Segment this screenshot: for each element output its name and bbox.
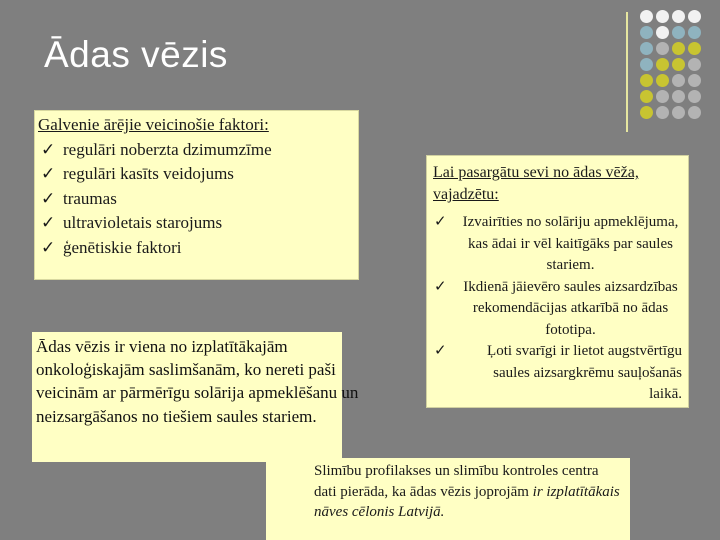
factors-heading: Galvenie ārējie veicinošie faktori: [38,115,269,134]
prevention-list [433,212,682,406]
decor-dot [688,42,701,55]
slide-title: Ādas vēzis [44,34,228,75]
checkmark-icon: ✓ [41,237,56,257]
decor-dot [672,42,685,55]
prevention-text: Izvairīties no solāriju apmeklējuma, kas ādai ir vēl kaitīgāks par saules stariem. [462,214,679,273]
checkmark-icon: ✓ [434,343,447,359]
decor-dot [656,10,669,23]
checkmark-icon: ✓ [41,139,56,159]
incidence-text: Ādas vēzis ir viena no izplatītākajām onkoloģiskajām saslimšanām, ko nereti paši veicinām ar pārmērīgu solārija apmeklēšanu un neizsargāšanos no tiešiem saules stariem. [36,337,359,426]
decor-dot [640,90,653,103]
decor-dot [688,106,701,119]
prevention-box [426,155,689,408]
decor-dot [656,58,669,71]
decor-dot [640,106,653,119]
decor-dot [640,58,653,71]
factor-text: ultravioletais starojums [63,213,223,232]
list-item [38,236,355,261]
list-item [433,212,682,277]
decor-dot [688,90,701,103]
prevention-heading: Lai pasargātu sevi no ādas vēža, vajadzētu: [433,164,639,203]
decor-dot [640,10,653,23]
decor-dot [688,58,701,71]
prevention-text: Ļoti svarīgi ir lietot augstvērtīgu saules aizsargkrēmu sauļošanās laikā. [487,343,682,402]
decor-dot [672,10,685,23]
factor-text: regulāri kasīts veidojums [63,164,234,183]
decor-dot [688,74,701,87]
factors-list [38,138,355,261]
decor-dot [688,26,701,39]
checkmark-icon: ✓ [41,188,56,208]
decor-dot [688,10,701,23]
incidence-box [36,335,366,465]
checkmark-icon: ✓ [41,164,56,183]
list-item [38,138,355,163]
decor-dot [656,42,669,55]
decorative-dots-icon [640,10,720,130]
list-item [433,277,682,342]
factor-text: ģenētiskie faktori [63,237,182,257]
decor-dot [672,74,685,87]
factor-text: regulāri noberzta dzimumzīme [63,139,272,159]
decor-dot [640,26,653,39]
decor-dot [672,26,685,39]
checkmark-icon: ✓ [434,214,447,230]
checkmark-icon: ✓ [41,213,56,232]
decor-dot [672,58,685,71]
source-italic-text: ir izplatītākais nāves cēlonis Latvijā. [314,483,620,520]
list-item [38,187,355,212]
source-box [266,458,630,540]
checkmark-icon: ✓ [434,278,447,295]
decor-dot [656,90,669,103]
decor-dot [656,74,669,87]
list-item [38,162,355,187]
decor-dot [656,106,669,119]
decor-dot [656,26,669,39]
decor-dot [672,90,685,103]
source-text: Slimību profilakses un slimību kontroles centra dati pierāda, ka ādas vēzis joprojām [314,463,599,500]
factors-box [34,110,359,280]
prevention-text: Ikdienā jāievēro saules aizsardzības rekomendācijas atkarībā no ādas fototipa. [463,278,678,338]
decor-dot [640,74,653,87]
list-item [433,341,682,406]
decor-dot [640,42,653,55]
list-item [38,211,355,236]
accent-divider-line [626,12,628,132]
decor-dot [672,106,685,119]
factor-text: traumas [63,188,117,208]
